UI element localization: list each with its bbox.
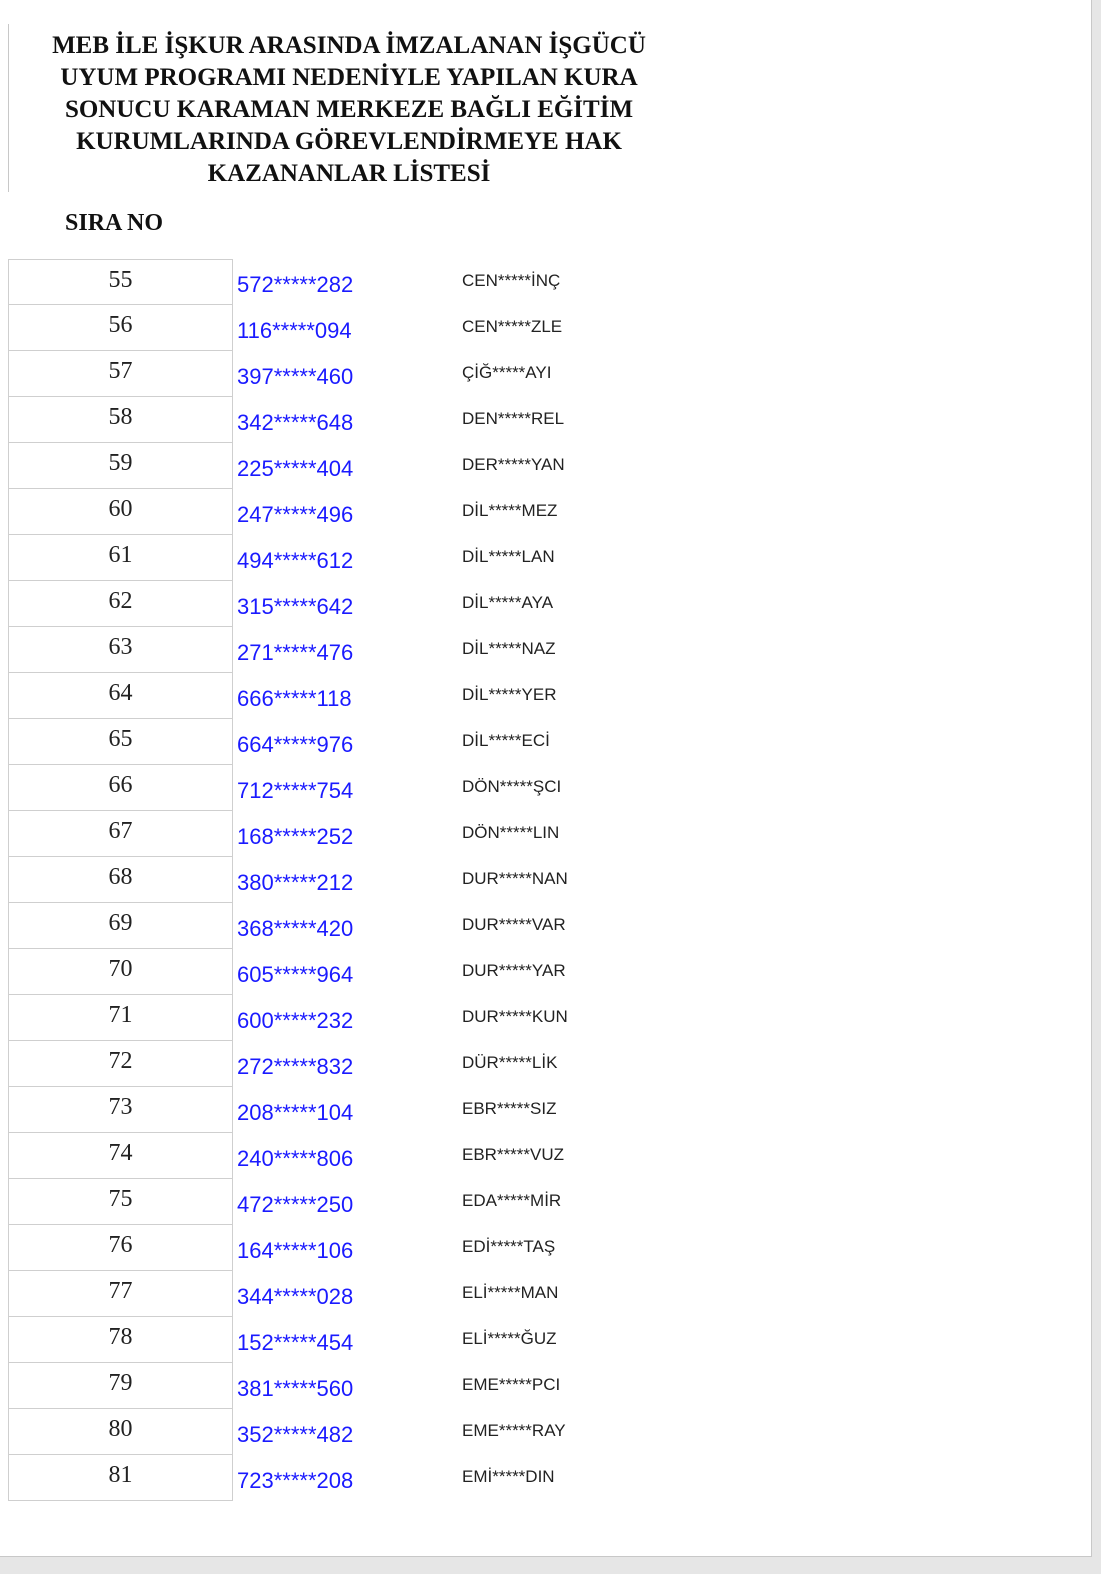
table-row [8, 1455, 708, 1501]
masked-full-name: DİL*****YER [462, 685, 557, 704]
table-row [8, 1225, 708, 1271]
table-row [8, 581, 708, 627]
table-row [8, 673, 708, 719]
masked-full-name: CEN*****İNÇ [462, 271, 561, 290]
table-row [8, 857, 708, 903]
table-row [8, 765, 708, 811]
masked-id-number: 352*****482 [237, 1422, 354, 1447]
masked-id-number: 272*****832 [237, 1054, 354, 1079]
row-number-cell: 72 [8, 1041, 233, 1087]
document-title: MEB İLE İŞKUR ARASINDA İMZALANAN İŞGÜCÜ UYUM PROGRAMI NEDENİYLE YAPILAN KURA SONUCU KARAMAN MERKEZE BAĞLI EĞİTİM KURUMLARINDA GÖREVLENDİRMEYE HAK KAZANANLAR LİSTESİ [52, 32, 646, 187]
row-number-cell: 78 [8, 1317, 233, 1363]
table-row [8, 259, 708, 305]
masked-id-number: 342*****648 [237, 410, 354, 435]
masked-id-number: 494*****612 [237, 548, 354, 573]
row-number-cell: 62 [8, 581, 233, 627]
masked-full-name: DÖN*****LIN [462, 823, 560, 842]
table-row [8, 1133, 708, 1179]
row-number-cell: 81 [8, 1455, 233, 1501]
row-number-cell: 57 [8, 351, 233, 397]
masked-full-name: ÇİĞ*****AYI [462, 363, 552, 382]
masked-full-name: CEN*****ZLE [462, 317, 563, 336]
masked-full-name: DİL*****ECİ [462, 731, 550, 750]
masked-id-number: 240*****806 [237, 1146, 354, 1171]
masked-id-number: 572*****282 [237, 272, 354, 297]
row-number-cell: 67 [8, 811, 233, 857]
row-number-cell: 59 [8, 443, 233, 489]
masked-full-name: DUR*****KUN [462, 1007, 568, 1026]
row-number-cell: 79 [8, 1363, 233, 1409]
row-number-cell: 64 [8, 673, 233, 719]
masked-full-name: DİL*****MEZ [462, 501, 558, 520]
masked-id-number: 271*****476 [237, 640, 354, 665]
row-number-cell: 58 [8, 397, 233, 443]
masked-full-name: DİL*****AYA [462, 593, 554, 612]
row-number-cell: 56 [8, 305, 233, 351]
table-row [8, 1179, 708, 1225]
table-row [8, 1363, 708, 1409]
table-row [8, 949, 708, 995]
masked-full-name: EBR*****VUZ [462, 1145, 565, 1164]
masked-full-name: DİL*****NAZ [462, 639, 556, 658]
masked-full-name: DÖN*****ŞCI [462, 777, 562, 796]
masked-full-name: DİL*****LAN [462, 547, 555, 566]
row-number-cell: 60 [8, 489, 233, 535]
row-number-cell: 61 [8, 535, 233, 581]
table-row [8, 1087, 708, 1133]
masked-id-number: 712*****754 [237, 778, 354, 803]
masked-id-number: 664*****976 [237, 732, 354, 757]
row-number-cell: 66 [8, 765, 233, 811]
row-number-cell: 77 [8, 1271, 233, 1317]
table-row [8, 995, 708, 1041]
table-row [8, 1409, 708, 1455]
masked-id-number: 380*****212 [237, 870, 354, 895]
masked-full-name: DÜR*****LİK [462, 1053, 558, 1072]
masked-full-name: EMİ*****DIN [462, 1467, 555, 1486]
masked-id-number: 116*****094 [237, 318, 352, 343]
row-number-cell: 76 [8, 1225, 233, 1271]
table-row [8, 443, 708, 489]
masked-full-name: ELİ*****MAN [462, 1283, 559, 1302]
row-number-cell: 63 [8, 627, 233, 673]
masked-id-number: 344*****028 [237, 1284, 354, 1309]
row-number-cell: 55 [8, 259, 233, 305]
table-row [8, 489, 708, 535]
column-header-sira-no: SIRA NO [65, 210, 164, 236]
table-row [8, 305, 708, 351]
masked-full-name: EME*****PCI [462, 1375, 561, 1394]
results-table [8, 259, 708, 1501]
row-number-cell: 68 [8, 857, 233, 903]
masked-id-number: 168*****252 [237, 824, 354, 849]
masked-full-name: DUR*****VAR [462, 915, 566, 934]
table-row [8, 535, 708, 581]
masked-id-number: 381*****560 [237, 1376, 354, 1401]
masked-full-name: ELİ*****ĞUZ [462, 1329, 557, 1348]
masked-full-name: EME*****RAY [462, 1421, 566, 1440]
row-number-cell: 80 [8, 1409, 233, 1455]
masked-id-number: 315*****642 [237, 594, 354, 619]
masked-id-number: 397*****460 [237, 364, 354, 389]
masked-id-number: 164*****106 [237, 1238, 354, 1263]
masked-full-name: DUR*****NAN [462, 869, 568, 888]
row-number-cell: 74 [8, 1133, 233, 1179]
table-row [8, 1041, 708, 1087]
masked-id-number: 666*****118 [237, 686, 352, 711]
masked-id-number: 247*****496 [237, 502, 354, 527]
masked-id-number: 152*****454 [237, 1330, 354, 1355]
table-row [8, 1317, 708, 1363]
table-row [8, 1271, 708, 1317]
masked-full-name: DER*****YAN [462, 455, 565, 474]
masked-full-name: EDA*****MİR [462, 1191, 562, 1210]
masked-full-name: DUR*****YAR [462, 961, 566, 980]
table-row [8, 811, 708, 857]
masked-full-name: EBR*****SIZ [462, 1099, 557, 1118]
masked-id-number: 723*****208 [237, 1468, 354, 1493]
table-row [8, 397, 708, 443]
masked-id-number: 472*****250 [237, 1192, 354, 1217]
table-row [8, 719, 708, 765]
table-row [8, 903, 708, 949]
row-number-cell: 70 [8, 949, 233, 995]
masked-full-name: EDİ*****TAŞ [462, 1237, 556, 1256]
row-number-cell: 75 [8, 1179, 233, 1225]
masked-id-number: 600*****232 [237, 1008, 354, 1033]
row-number-cell: 69 [8, 903, 233, 949]
row-number-cell: 73 [8, 1087, 233, 1133]
masked-id-number: 225*****404 [237, 456, 354, 481]
table-row [8, 351, 708, 397]
masked-id-number: 368*****420 [237, 916, 354, 941]
title-divider [8, 24, 9, 192]
masked-full-name: DEN*****REL [462, 409, 565, 428]
masked-id-number: 605*****964 [237, 962, 354, 987]
row-number-cell: 71 [8, 995, 233, 1041]
table-row [8, 627, 708, 673]
row-number-cell: 65 [8, 719, 233, 765]
masked-id-number: 208*****104 [237, 1100, 354, 1125]
